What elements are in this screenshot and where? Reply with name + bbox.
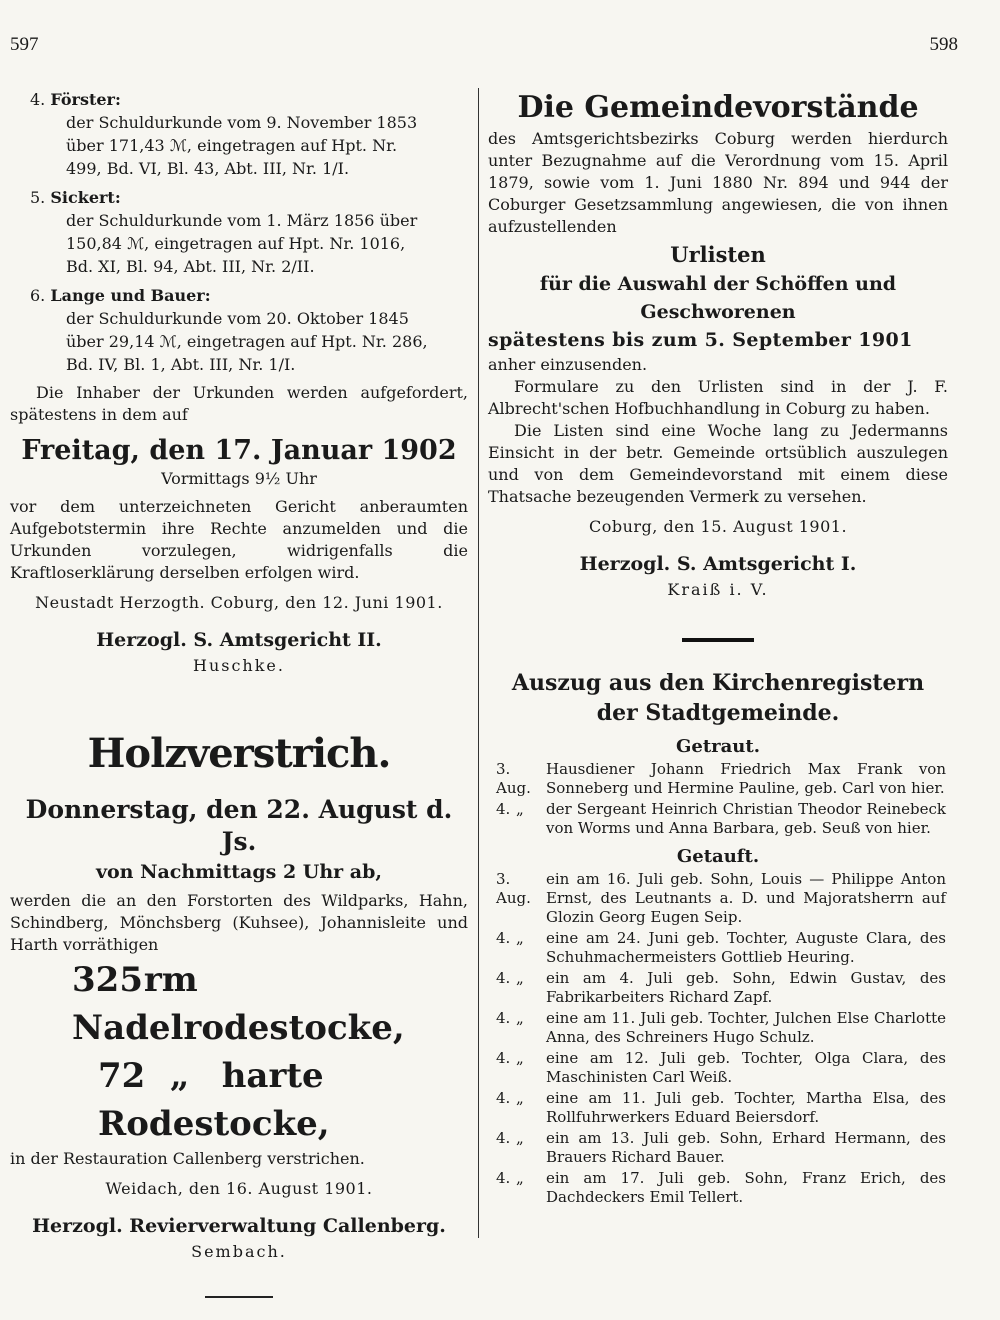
entry-line: 499, Bd. VI, Bl. 43, Abt. III, Nr. 1/I. bbox=[66, 159, 350, 178]
summons-text: Die Inhaber der Urkunden werden aufgefordert, spätestens in dem auf bbox=[10, 383, 468, 424]
notice-entries bbox=[10, 88, 468, 376]
register-month: Aug. bbox=[496, 889, 531, 907]
lot-description: Nadelrodestocke, bbox=[72, 1008, 405, 1048]
lot-line bbox=[10, 956, 468, 1052]
listen-text: Die Listen sind eine Woche lang zu Jedermanns Einsicht in der betr. Gemeinde ortsüblich auszulegen und von dem Gemeindevorstand mit einem diese Thatsache bezeugenden Vermerk zu versehen. bbox=[488, 421, 948, 506]
page-number-left: 597 bbox=[10, 34, 39, 55]
entry-line: 150,84 ℳ, eingetragen auf Hpt. Nr. 1016, bbox=[66, 234, 406, 253]
register-text: ein am 4. Juli geb. Sohn, Edwin Gustav, des Fabrikarbeiters Richard Zapf. bbox=[546, 969, 946, 1006]
lot-quantity: 325 bbox=[72, 960, 143, 1000]
deadline-text: spätestens bis zum 5. September 1901 bbox=[488, 329, 913, 351]
register-month: „ bbox=[516, 1129, 524, 1147]
intro-text: des Amtsgerichtsbezirks Coburg werden hierdurch unter Bezugnahme auf die Verordnung vom 15. April 1879, sowie vom 1. Juni 1880 Nr. 894 und 944 der Coburger Gesetzsammlung angewiesen, die von ihnen aufzustellenden bbox=[488, 129, 948, 236]
entry-line: über 171,43 ℳ, eingetragen auf Hpt. Nr. bbox=[66, 136, 398, 155]
lot-line bbox=[10, 1052, 468, 1148]
register-entry bbox=[488, 969, 948, 1007]
getauft-heading: Getauft. bbox=[676, 846, 760, 867]
end-rule bbox=[205, 1296, 273, 1298]
register-text: Hausdiener Johann Friedrich Max Frank von Sonneberg und Hermine Pauline, geb. Carl von hier. bbox=[546, 760, 946, 797]
hearing-date: Freitag, den 17. Januar 1902 bbox=[21, 435, 457, 466]
lot-quantity: 72 bbox=[98, 1056, 146, 1096]
register-entry bbox=[488, 870, 948, 927]
register-day: 4. bbox=[496, 1089, 511, 1107]
register-entry bbox=[488, 800, 948, 838]
holz-body: werden die an den Forstorten des Wildparks, Hahn, Schindberg, Mönchsberg (Kuhsee), Johannisleite und Harth vorräthigen bbox=[10, 891, 468, 954]
register-month: „ bbox=[516, 929, 524, 947]
getraut-list bbox=[488, 760, 948, 838]
register-day: 4. bbox=[496, 800, 511, 818]
register-day: 4. bbox=[496, 1049, 511, 1067]
register-text: eine am 24. Juni geb. Tochter, Auguste Clara, des Schuhmachermeisters Gottlieb Heuring. bbox=[546, 929, 946, 966]
lot-unit: „ bbox=[169, 1056, 190, 1096]
entry-line: der Schuldurkunde vom 1. März 1856 über bbox=[66, 211, 418, 230]
urlisten-heading: Urlisten bbox=[670, 242, 766, 267]
register-month: „ bbox=[516, 969, 524, 987]
register-date bbox=[488, 1049, 546, 1087]
register-month: „ bbox=[516, 800, 524, 818]
getraut-heading: Getraut. bbox=[676, 736, 760, 757]
column-divider bbox=[478, 88, 479, 1238]
register-text: eine am 12. Juli geb. Tochter, Olga Clara, des Maschinisten Carl Weiß. bbox=[546, 1049, 946, 1086]
notice-entry bbox=[10, 284, 468, 376]
entry-number: 5. bbox=[30, 188, 46, 207]
register-text: ein am 17. Juli geb. Sohn, Franz Erich, des Dachdeckers Emil Tellert. bbox=[546, 1169, 946, 1206]
register-date bbox=[488, 760, 546, 798]
register-entry bbox=[488, 760, 948, 798]
register-date bbox=[488, 1129, 546, 1167]
place-date: Neustadt Herzogth. Coburg, den 12. Juni 1901. bbox=[35, 593, 443, 612]
register-date bbox=[488, 929, 546, 967]
register-date bbox=[488, 1009, 546, 1047]
holz-date: Donnerstag, den 22. August d. Js. bbox=[25, 795, 453, 856]
register-day: 4. bbox=[496, 929, 511, 947]
register-day: 3. bbox=[496, 870, 511, 888]
getauft-list bbox=[488, 870, 948, 1207]
entry-head bbox=[10, 284, 468, 307]
page-number-right: 598 bbox=[929, 34, 958, 55]
register-entry bbox=[488, 1049, 948, 1087]
notice-entry bbox=[10, 88, 468, 180]
right-court-name: Herzogl. S. Amtsgericht I. bbox=[579, 553, 857, 575]
entry-line: der Schuldurkunde vom 9. November 1853 bbox=[66, 113, 418, 132]
gemeindevorstaende-title: Die Gemeindevorstände bbox=[517, 90, 919, 125]
holz-signature: Sembach. bbox=[191, 1242, 287, 1261]
lot-unit: rm bbox=[143, 960, 198, 1000]
holz-place-date: Weidach, den 16. August 1901. bbox=[105, 1179, 373, 1198]
entry-name: Förster: bbox=[50, 90, 121, 109]
holz-authority: Herzogl. Revierverwaltung Callenberg. bbox=[32, 1215, 446, 1237]
entry-line: der Schuldurkunde vom 20. Oktober 1845 bbox=[66, 309, 409, 328]
register-month: „ bbox=[516, 1089, 524, 1107]
holz-after: in der Restauration Callenberg verstrichen. bbox=[10, 1149, 365, 1168]
right-signature: Kraiß i. V. bbox=[667, 580, 769, 599]
court-name: Herzogl. S. Amtsgericht II. bbox=[96, 629, 382, 651]
register-date bbox=[488, 969, 546, 1007]
register-text: eine am 11. Juli geb. Tochter, Martha Elsa, des Rollfuhrwerkers Eduard Beiersdorf. bbox=[546, 1089, 946, 1126]
auszug-title: Auszug aus den Kirchenregistern bbox=[511, 670, 925, 696]
entry-number: 4. bbox=[30, 90, 46, 109]
register-text: ein am 16. Juli geb. Sohn, Louis — Philippe Anton Ernst, des Leutnants a. D. und Majoratsherrn auf Glozin Georg Eugen Seip. bbox=[546, 870, 946, 926]
register-entry bbox=[488, 1089, 948, 1127]
register-date bbox=[488, 1089, 546, 1127]
register-date bbox=[488, 800, 546, 838]
register-entry bbox=[488, 1009, 948, 1047]
auszug-subtitle: der Stadtgemeinde. bbox=[596, 700, 840, 726]
right-place-date: Coburg, den 15. August 1901. bbox=[588, 517, 848, 536]
register-date bbox=[488, 870, 546, 927]
holz-title: Holzverstrich. bbox=[87, 730, 391, 777]
entry-name: Sickert: bbox=[50, 188, 121, 207]
entry-head bbox=[10, 186, 468, 209]
lot-description: harte Rodestocke, bbox=[98, 1056, 330, 1144]
summons-body: vor dem unterzeichneten Gericht anberaumten Aufgebotstermin ihre Rechte anzumelden und die Urkunden vorzulegen, widrigenfalls die Kraftloserklärung derselben erfolgen wird. bbox=[10, 497, 468, 582]
entry-line: über 29,14 ℳ, eingetragen auf Hpt. Nr. 286, bbox=[66, 332, 428, 351]
anher-text: anher einzusenden. bbox=[488, 355, 648, 374]
register-day: 4. bbox=[496, 1169, 511, 1187]
register-month: Aug. bbox=[496, 779, 531, 797]
entry-head bbox=[10, 88, 468, 111]
entry-number: 6. bbox=[30, 286, 46, 305]
hearing-time: Vormittags 9½ Uhr bbox=[161, 469, 317, 488]
entry-name: Lange und Bauer: bbox=[50, 286, 211, 305]
register-entry bbox=[488, 929, 948, 967]
formulare-text: Formulare zu den Urlisten sind in der J. F. Albrecht'schen Hofbuchhandlung in Coburg zu haben. bbox=[488, 377, 948, 418]
register-day: 4. bbox=[496, 969, 511, 987]
register-month: „ bbox=[516, 1009, 524, 1027]
register-month: „ bbox=[516, 1049, 524, 1067]
register-date bbox=[488, 1169, 546, 1207]
auswahl-heading: für die Auswahl der Schöffen und Geschworenen bbox=[539, 273, 897, 323]
notice-entry bbox=[10, 186, 468, 278]
right-column bbox=[488, 88, 948, 1209]
section-rule bbox=[682, 638, 754, 642]
register-text: der Sergeant Heinrich Christian Theodor Reinebeck von Worms und Anna Barbara, geb. Seuß von hier. bbox=[546, 800, 946, 837]
entry-line: Bd. XI, Bl. 94, Abt. III, Nr. 2/II. bbox=[66, 257, 315, 276]
register-day: 4. bbox=[496, 1009, 511, 1027]
left-column bbox=[10, 88, 468, 1298]
signature: Huschke. bbox=[193, 656, 285, 675]
register-month: „ bbox=[516, 1169, 524, 1187]
register-day: 3. bbox=[496, 760, 511, 778]
register-entry bbox=[488, 1169, 948, 1207]
register-text: eine am 11. Juli geb. Tochter, Julchen Else Charlotte Anna, des Schreiners Hugo Schulz. bbox=[546, 1009, 946, 1046]
register-entry bbox=[488, 1129, 948, 1167]
entry-line: Bd. IV, Bl. 1, Abt. III, Nr. 1/I. bbox=[66, 355, 296, 374]
register-day: 4. bbox=[496, 1129, 511, 1147]
holz-time: von Nachmittags 2 Uhr ab, bbox=[95, 861, 383, 883]
register-text: ein am 13. Juli geb. Sohn, Erhard Hermann, des Brauers Richard Bauer. bbox=[546, 1129, 946, 1166]
